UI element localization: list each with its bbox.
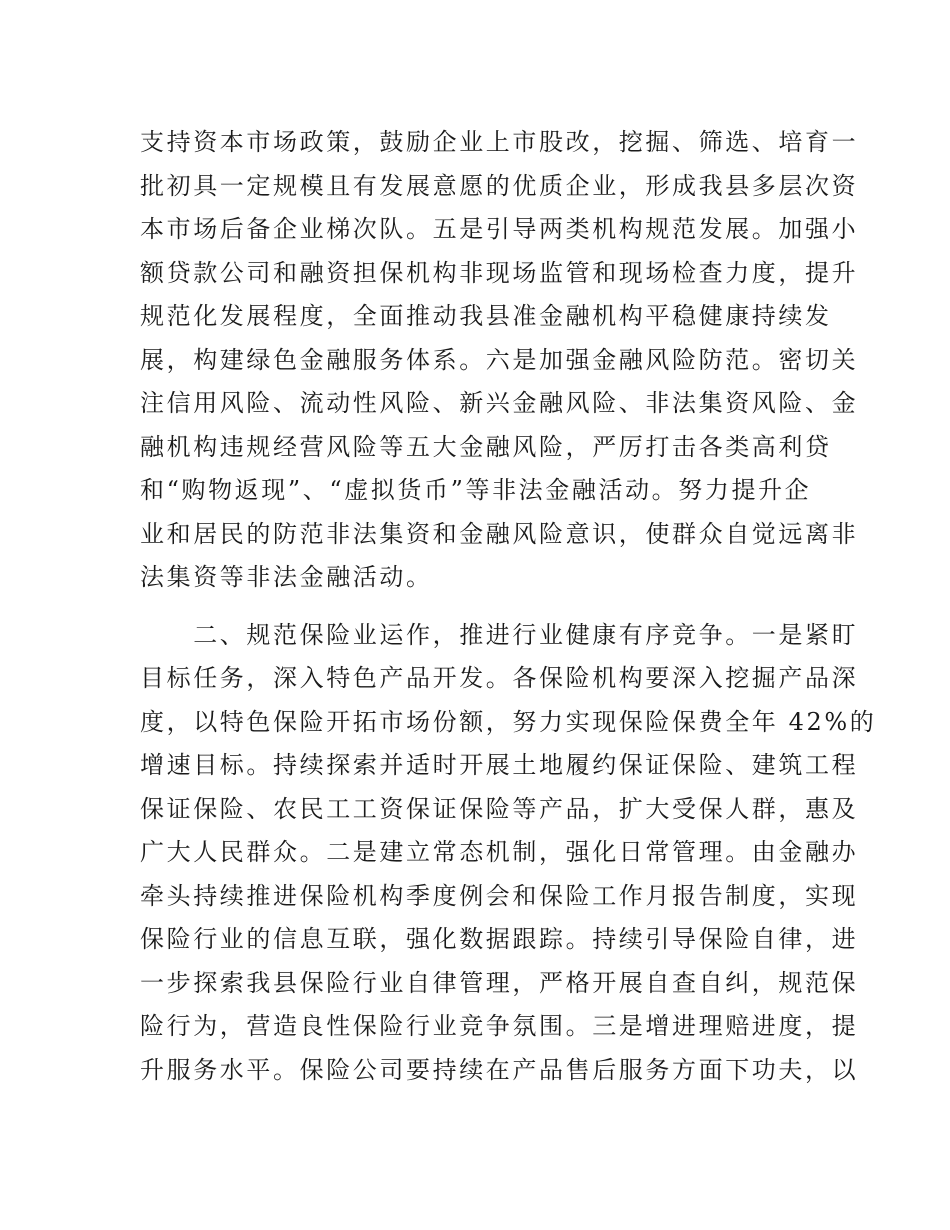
text-line: 和“购物返现”、“虚拟货币”等非法金融活动。努力提升企 — [140, 476, 812, 504]
text-line: 本市场后备企业梯次队。五是引导两类机构规范发展。加强小 — [140, 215, 859, 243]
text-line: 险行为，营造良性保险行业竞争氛围。三是增进理赔进度，提 — [140, 1012, 859, 1040]
text-line: 一步探索我县保险行业自律管理，严格开展自查自纠，规范保 — [140, 968, 859, 997]
text-line: 规范化发展程度，全面推动我县准金融机构平稳健康持续发 — [140, 302, 832, 330]
text-line: 支持资本市场政策，鼓励企业上市股改，挖掘、筛选、培育一 — [140, 128, 859, 156]
text-line: 业和居民的防范非法集资和金融风险意识，使群众自觉远离非 — [140, 519, 859, 548]
text-line: 二、规范保险业运作，推进行业健康有序竞争。一是紧盯 — [140, 620, 859, 649]
text-line: 额贷款公司和融资担保机构非现场监管和现场检查力度，提升 — [140, 258, 859, 287]
text-line: 增速目标。持续探索并适时开展土地履约保证保险、建筑工程 — [140, 751, 859, 779]
text-line: 展，构建绿色金融服务体系。六是加强金融风险防范。密切关 — [140, 345, 859, 374]
paragraph-1 — [140, 121, 859, 600]
text-line: 度，以特色保险开拓市场份额，努力实现保险保费全年 42%的 — [140, 707, 877, 736]
text-line: 批初具一定规模且有发展意愿的优质企业，形成我县多层次资 — [140, 171, 859, 200]
text-line: 目标任务，深入特色产品开发。各保险机构要深入挖掘产品深 — [140, 664, 859, 692]
text-line: 法集资等非法金融活动。 — [140, 563, 433, 591]
text-line: 保证保险、农民工工资保证保险等产品，扩大受保人群，惠及 — [140, 794, 859, 823]
text-line: 升服务水平。保险公司要持续在产品售后服务方面下功夫，以 — [140, 1055, 859, 1084]
paragraph-2 — [140, 614, 877, 1093]
document-body — [140, 121, 877, 1092]
text-line: 融机构违规经营风险等五大金融风险，严厉打击各类高利贷 — [140, 432, 832, 461]
text-line: 保险行业的信息互联，强化数据跟踪。持续引导保险自律，进 — [140, 925, 859, 953]
paragraph-gap — [140, 600, 812, 614]
text-line: 广大人民群众。二是建立常态机制，强化日常管理。由金融办 — [140, 838, 859, 866]
text-line: 注信用风险、流动性风险、新兴金融风险、非法集资风险、金 — [140, 389, 859, 417]
text-line: 牵头持续推进保险机构季度例会和保险工作月报告制度，实现 — [140, 881, 859, 910]
